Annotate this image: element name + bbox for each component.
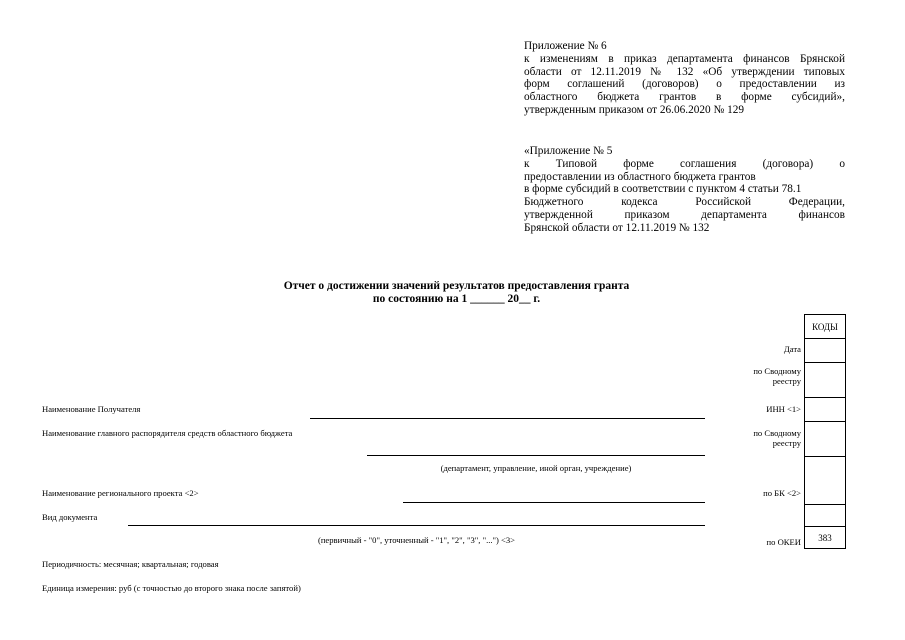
doc-type-label: Вид документа bbox=[42, 512, 98, 522]
periodicity-text: Периодичность: месячная; квартальная; годовая bbox=[42, 559, 219, 569]
code-cell-inn[interactable] bbox=[805, 398, 846, 422]
code-label-inn: ИНН <1> bbox=[766, 404, 801, 414]
appendix-6-line: форм соглашений (договоров) о предоставлении из bbox=[524, 78, 845, 91]
regional-project-label: Наименование регионального проекта <2> bbox=[42, 488, 199, 498]
code-cell-empty[interactable] bbox=[805, 505, 846, 527]
appendix-6-line: к изменениям в приказ департамента финансов Брянской bbox=[524, 52, 845, 65]
code-label-date: Дата bbox=[783, 344, 801, 354]
appendix-5-line: предоставлении из областного бюджета грантов bbox=[524, 170, 756, 183]
code-cell-okei[interactable]: 383 bbox=[805, 527, 846, 549]
unit-text: Единица измерения: руб (с точностью до второго знака после запятой) bbox=[42, 583, 301, 593]
appendix-5-heading: «Приложение № 5 bbox=[524, 145, 613, 157]
appendix-5-line: Брянской области от 12.11.2019 № 132 bbox=[524, 221, 710, 234]
appendix-6-line: области от 12.11.2019 № 132 «Об утверждении типовых bbox=[524, 65, 845, 78]
report-title-block bbox=[0, 280, 905, 306]
appendix-6-block bbox=[524, 40, 845, 117]
appendix-5-line: в форме субсидий в соответствии с пунктом 4 статьи 78.1 bbox=[524, 183, 802, 196]
code-label-register: по Сводному реестру bbox=[753, 366, 801, 386]
codes-header: КОДЫ bbox=[805, 315, 846, 339]
doc-type-hint: (первичный - "0", уточненный - "1", "2", "3", "...") <3> bbox=[317, 535, 516, 545]
report-title: Отчет о достижении значений результатов предоставления гранта bbox=[283, 280, 630, 292]
doc-type-underline[interactable] bbox=[128, 525, 705, 526]
code-cell-register[interactable] bbox=[805, 363, 846, 398]
chief-manager-label: Наименование главного распорядителя средств областного бюджета bbox=[42, 428, 293, 438]
code-cell-register-2[interactable] bbox=[805, 422, 846, 457]
codes-table bbox=[804, 314, 846, 549]
chief-manager-hint: (департамент, управление, иной орган, учреждение) bbox=[440, 463, 632, 473]
code-cell-date[interactable] bbox=[805, 339, 846, 363]
recipient-label: Наименование Получателя bbox=[42, 404, 141, 414]
code-cell-bk[interactable] bbox=[805, 457, 846, 505]
chief-manager-underline[interactable] bbox=[367, 455, 705, 456]
code-label-bk: по БК <2> bbox=[763, 488, 801, 498]
code-label-register-2: по Сводному реестру bbox=[753, 428, 801, 448]
appendix-6-line: областного бюджета грантов в форме субсидий», bbox=[524, 91, 845, 104]
report-subtitle: по состоянию на 1 ______ 20__ г. bbox=[372, 293, 541, 305]
appendix-5-line: к Типовой форме соглашения (договора) о bbox=[524, 157, 845, 170]
appendix-5-block bbox=[524, 145, 845, 235]
code-label-okei: по ОКЕИ bbox=[766, 537, 801, 547]
recipient-underline[interactable] bbox=[310, 418, 705, 419]
appendix-6-heading: Приложение № 6 bbox=[524, 40, 607, 52]
appendix-6-line: утвержденным приказом от 26.06.2020 № 129 bbox=[524, 103, 745, 116]
appendix-5-line: утвержденной приказом департамента финансов bbox=[524, 208, 845, 221]
appendix-5-line: Бюджетного кодекса Российской Федерации, bbox=[524, 196, 845, 209]
regional-project-underline[interactable] bbox=[403, 502, 705, 503]
